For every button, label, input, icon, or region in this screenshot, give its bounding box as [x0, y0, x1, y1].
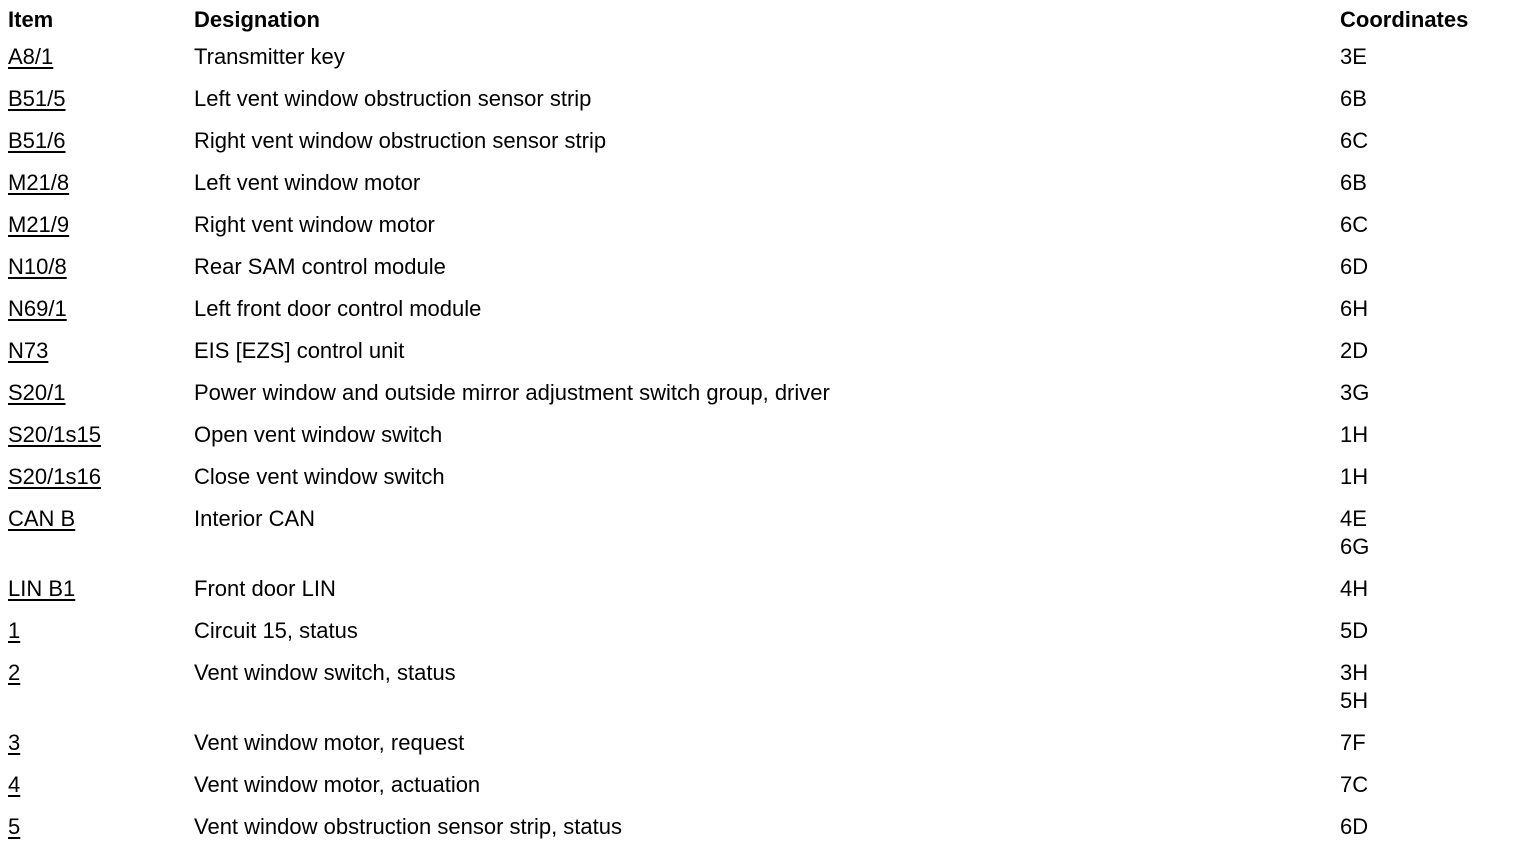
- coordinates-cell: [1340, 659, 1520, 729]
- coordinates-cell: [1340, 617, 1520, 659]
- coordinates-cell: [1340, 127, 1520, 169]
- table-row: [0, 85, 1520, 127]
- item-link[interactable]: M21/9: [8, 212, 70, 237]
- coordinate-value: 6G: [1340, 534, 1370, 559]
- coordinate-value: 7C: [1340, 772, 1369, 797]
- table-row: [0, 505, 1520, 575]
- coordinate-value: 6D: [1340, 254, 1369, 279]
- item-link[interactable]: S20/1: [8, 380, 66, 405]
- coordinate-value: 4E: [1340, 506, 1367, 531]
- coordinate-value: 4H: [1340, 576, 1369, 601]
- item-cell: [0, 505, 194, 575]
- table-row: [0, 617, 1520, 659]
- designation-cell: Left vent window obstruction sensor strip: [194, 86, 592, 111]
- column-header-item: Item: [8, 7, 54, 32]
- coordinate-value: 1H: [1340, 464, 1369, 489]
- table-row: [0, 169, 1520, 211]
- column-header-designation: Designation: [194, 7, 320, 32]
- item-link[interactable]: N73: [8, 338, 49, 363]
- coordinates-cell: [1340, 379, 1520, 421]
- coordinate-value: 3G: [1340, 380, 1370, 405]
- designation-cell: Right vent window obstruction sensor strip: [194, 128, 607, 153]
- designation-cell: Close vent window switch: [194, 464, 445, 489]
- table-row: [0, 575, 1520, 617]
- item-link[interactable]: LIN B1: [8, 576, 76, 601]
- designation-cell: Vent window motor, request: [194, 730, 465, 755]
- item-link[interactable]: 1: [8, 618, 21, 643]
- item-link[interactable]: N69/1: [8, 296, 67, 321]
- coordinate-value: 3H: [1340, 660, 1369, 685]
- coordinate-value: 6C: [1340, 212, 1369, 237]
- designation-cell: Rear SAM control module: [194, 254, 446, 279]
- item-cell: [0, 659, 194, 729]
- coordinate-value: 5H: [1340, 688, 1369, 713]
- item-cell: [0, 813, 194, 855]
- item-cell: [0, 211, 194, 253]
- designation-cell: Left vent window motor: [194, 170, 421, 195]
- coordinate-value: 2D: [1340, 338, 1369, 363]
- designation-cell: Vent window motor, actuation: [194, 772, 481, 797]
- coordinates-cell: [1340, 505, 1520, 575]
- coordinates-cell: [1340, 575, 1520, 617]
- table-row: [0, 43, 1520, 85]
- item-link[interactable]: B51/5: [8, 86, 66, 111]
- item-cell: [0, 337, 194, 379]
- item-cell: [0, 379, 194, 421]
- table-row: [0, 379, 1520, 421]
- coordinate-value: 7F: [1340, 730, 1366, 755]
- designation-cell: Vent window obstruction sensor strip, status: [194, 814, 622, 839]
- designation-cell: EIS [EZS] control unit: [194, 338, 405, 363]
- table-row: [0, 659, 1520, 729]
- table-row: [0, 771, 1520, 813]
- table-row: [0, 813, 1520, 855]
- coordinates-cell: [1340, 463, 1520, 505]
- coordinates-cell: [1340, 337, 1520, 379]
- coordinates-cell: [1340, 729, 1520, 771]
- table-row: [0, 253, 1520, 295]
- coordinate-value: 6H: [1340, 296, 1369, 321]
- designation-cell: Circuit 15, status: [194, 618, 358, 643]
- item-cell: [0, 295, 194, 337]
- item-link[interactable]: S20/1s16: [8, 464, 101, 489]
- item-cell: [0, 43, 194, 85]
- table-row: [0, 729, 1520, 771]
- item-cell: [0, 253, 194, 295]
- item-link[interactable]: 4: [8, 772, 21, 797]
- item-cell: [0, 169, 194, 211]
- item-link[interactable]: A8/1: [8, 44, 54, 69]
- item-cell: [0, 463, 194, 505]
- item-link[interactable]: 5: [8, 814, 21, 839]
- item-cell: [0, 85, 194, 127]
- item-cell: [0, 729, 194, 771]
- designation-cell: Front door LIN: [194, 576, 336, 601]
- table-row: [0, 295, 1520, 337]
- table-row: [0, 463, 1520, 505]
- coordinates-cell: [1340, 295, 1520, 337]
- item-link[interactable]: S20/1s15: [8, 422, 101, 447]
- coordinate-value: 6C: [1340, 128, 1369, 153]
- column-header-coordinates: Coordinates: [1340, 7, 1469, 32]
- coordinates-cell: [1340, 43, 1520, 85]
- coordinate-value: 5D: [1340, 618, 1369, 643]
- coordinate-value: 6B: [1340, 86, 1367, 111]
- item-cell: [0, 127, 194, 169]
- table-row: [0, 211, 1520, 253]
- item-link[interactable]: 2: [8, 660, 21, 685]
- item-link[interactable]: M21/8: [8, 170, 70, 195]
- item-cell: [0, 421, 194, 463]
- item-cell: [0, 771, 194, 813]
- table-row: [0, 337, 1520, 379]
- coordinates-cell: [1340, 211, 1520, 253]
- coordinates-cell: [1340, 771, 1520, 813]
- designation-cell: Open vent window switch: [194, 422, 443, 447]
- designation-cell: Vent window switch, status: [194, 660, 456, 685]
- coordinate-value: 6B: [1340, 170, 1367, 195]
- item-link[interactable]: CAN B: [8, 506, 76, 531]
- coordinates-cell: [1340, 421, 1520, 463]
- designation-cell: Interior CAN: [194, 506, 316, 531]
- designation-cell: Transmitter key: [194, 44, 345, 69]
- coordinates-cell: [1340, 253, 1520, 295]
- item-link[interactable]: 3: [8, 730, 21, 755]
- coordinate-value: 1H: [1340, 422, 1369, 447]
- item-cell: [0, 617, 194, 659]
- coordinates-cell: [1340, 85, 1520, 127]
- table-row: [0, 421, 1520, 463]
- designation-cell: Left front door control module: [194, 296, 482, 321]
- item-link[interactable]: B51/6: [8, 128, 66, 153]
- designation-cell: Power window and outside mirror adjustment switch group, driver: [194, 380, 830, 405]
- item-cell: [0, 575, 194, 617]
- coordinates-cell: [1340, 169, 1520, 211]
- header-row: [0, 0, 1520, 43]
- table-row: [0, 127, 1520, 169]
- coordinate-value: 6D: [1340, 814, 1369, 839]
- coordinates-cell: [1340, 813, 1520, 855]
- designation-cell: Right vent window motor: [194, 212, 435, 237]
- coordinate-value: 3E: [1340, 44, 1367, 69]
- legend-rows: [0, 43, 1520, 855]
- item-link[interactable]: N10/8: [8, 254, 67, 279]
